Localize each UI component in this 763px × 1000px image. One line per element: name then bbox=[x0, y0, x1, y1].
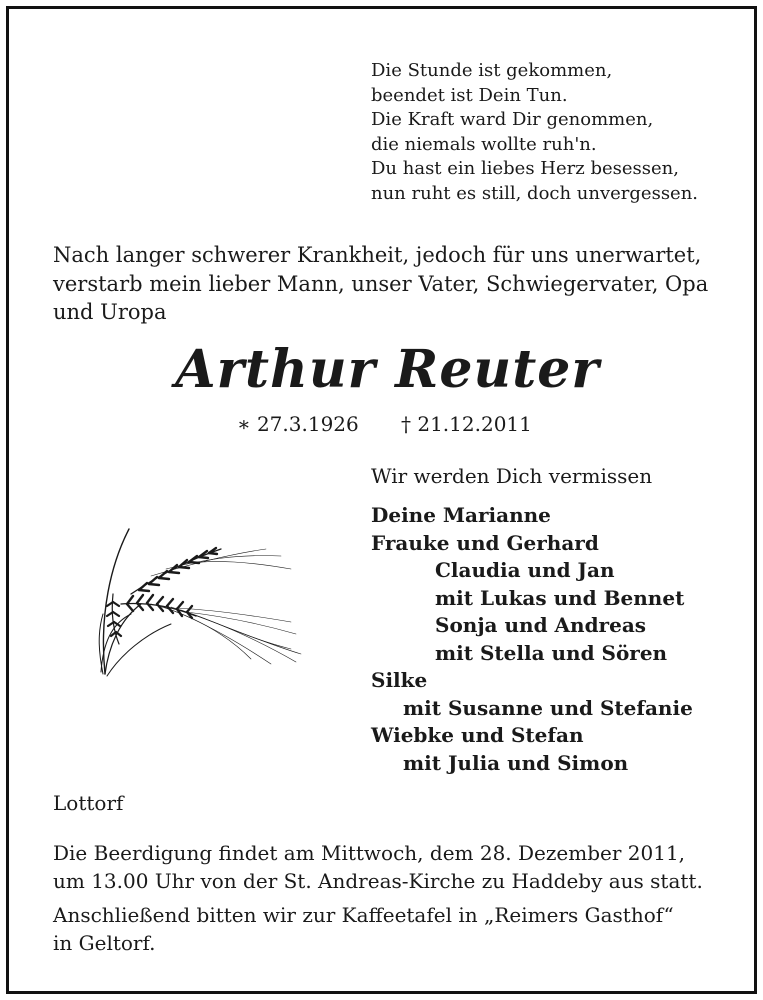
deceased-name: Arthur Reuter bbox=[175, 339, 600, 400]
obituary-frame bbox=[6, 6, 757, 994]
family-member: Deine Marianne bbox=[371, 503, 551, 527]
family-list bbox=[371, 502, 693, 777]
family-member: Sonja und Andreas bbox=[435, 613, 647, 637]
birth-date: ∗ 27.3.1926 bbox=[237, 412, 359, 436]
family-member: mit Julia und Simon bbox=[403, 750, 629, 775]
family-member: mit Lukas und Bennet bbox=[435, 585, 685, 610]
mourning-phrase: Wir werden Dich vermissen bbox=[371, 464, 653, 488]
place-name: Lottorf bbox=[53, 791, 124, 815]
poem-line: die niemals wollte ruh'n. bbox=[371, 133, 597, 155]
poem-line: Die Kraft ward Dir genommen, bbox=[371, 109, 654, 130]
family-member: Silke bbox=[371, 668, 428, 692]
funeral-line: um 13.00 Uhr von der St. Andreas-Kirche zu Haddeby aus statt. bbox=[53, 869, 703, 893]
poem-line: beendet ist Dein Tun. bbox=[371, 84, 568, 106]
wheat-ears-icon bbox=[91, 524, 306, 684]
announcement-line: Nach langer schwerer Krankheit, jedoch für uns unerwartet, bbox=[53, 243, 702, 267]
family-member: Frauke und Gerhard bbox=[371, 530, 599, 555]
announcement-line: verstarb mein lieber Mann, unser Vater, Schwiegervater, Opa bbox=[53, 271, 709, 296]
poem-line: Du hast ein liebes Herz besessen, bbox=[371, 158, 679, 179]
announcement-line: und Uropa bbox=[53, 300, 167, 324]
funeral-info bbox=[53, 839, 703, 957]
poem-line: Die Stunde ist gekommen, bbox=[371, 60, 613, 81]
family-member: Wiebke und Stefan bbox=[371, 723, 584, 747]
funeral-line: Anschließend bitten wir zur Kaffeetafel in „Reimers Gasthof“ bbox=[53, 903, 674, 927]
announcement-text bbox=[53, 241, 733, 327]
death-date: † 21.12.2011 bbox=[401, 412, 532, 436]
poem-line: nun ruht es still, doch unvergessen. bbox=[371, 182, 699, 204]
family-member: mit Susanne und Stefanie bbox=[403, 695, 693, 720]
family-member: Claudia und Jan bbox=[435, 558, 615, 582]
poem bbox=[371, 59, 698, 206]
funeral-line: Die Beerdigung findet am Mittwoch, dem 28. Dezember 2011, bbox=[53, 841, 686, 865]
funeral-line: in Geltorf. bbox=[53, 931, 156, 955]
family-member: mit Stella und Sören bbox=[435, 640, 668, 665]
